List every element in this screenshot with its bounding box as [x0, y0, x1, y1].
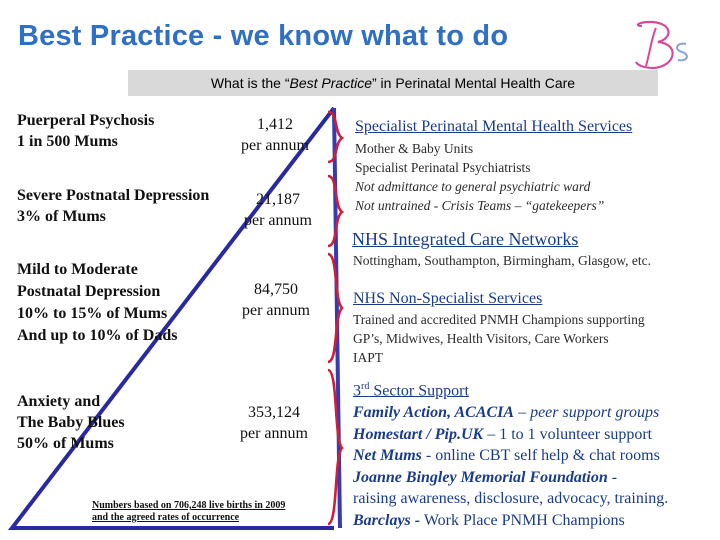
text-line: rd	[361, 381, 370, 392]
integrated-locations: Nottingham, Southampton, Birmingham, Glasgow, etc.	[353, 253, 651, 268]
text-line: Postnatal Depression	[17, 283, 161, 300]
text-line: 84,750	[254, 281, 298, 298]
text-line: -	[607, 468, 618, 486]
text-line: Family Action, ACACIA	[353, 403, 515, 421]
third-sector-row	[353, 424, 668, 446]
text-line: Mild to Moderate	[17, 261, 138, 278]
third-sector-row	[353, 488, 668, 510]
text-line: 3% of Mums	[17, 208, 106, 225]
tier-1-count	[225, 114, 325, 156]
third-sector-row	[353, 510, 668, 532]
text-line: IAPT	[353, 350, 383, 365]
text-line: – peer support groups	[514, 403, 660, 421]
text-line: per annum	[241, 137, 309, 154]
text-line: Not admittance to general psychiatric ward	[355, 179, 591, 194]
text-line: GP’s, Midwives, Health Visitors, Care Workers	[353, 331, 609, 346]
tier-1-label	[17, 110, 154, 152]
text-line: Numbers based on 706,248 live births in 2009	[92, 500, 286, 511]
text-line: Homestart / Pip.UK	[353, 425, 484, 443]
text-line: And up to 10% of Dads	[17, 327, 178, 344]
third-sector-block	[353, 376, 668, 531]
text-line: 353,124	[248, 404, 300, 421]
text-line: What is the “	[210, 75, 290, 91]
text-line: – 1 to 1 volunteer support	[483, 425, 653, 443]
text-line: 3	[353, 382, 361, 400]
text-line: Work Place PNMH Champions	[420, 511, 625, 529]
tier-2-label	[17, 185, 209, 227]
text-line: and the agreed rates of occurrence	[92, 512, 240, 523]
text-line: Sector Support	[369, 382, 469, 400]
text-line: 1,412	[257, 116, 293, 133]
non-specialist-details	[353, 310, 645, 367]
third-sector-row	[353, 402, 668, 424]
text-line: Barclays -	[353, 511, 421, 529]
integrated-heading: NHS Integrated Care Networks	[352, 229, 579, 249]
specialist-heading: Specialist Perinatal Mental Health Services	[355, 118, 633, 135]
text-line: - online CBT self help & chat rooms	[421, 447, 660, 465]
text-line: 21,187	[256, 191, 300, 208]
non-specialist-heading: NHS Non-Specialist Services	[353, 290, 543, 307]
tier-3-label	[17, 259, 177, 347]
text-line: 10% to 15% of Mums	[17, 305, 168, 322]
text-line: Anxiety and	[17, 393, 101, 410]
text-line: raising awareness, disclosure, advocacy, training.	[353, 490, 669, 508]
text-line: Trained and accredited PNMH Champions supporting	[353, 312, 645, 327]
third-sector-heading	[353, 376, 668, 402]
tier-2-count	[228, 189, 328, 231]
subtitle-emphasis: Best Practice	[289, 75, 372, 91]
tier-3-count	[226, 279, 326, 321]
text-line: per annum	[244, 212, 312, 229]
births-note	[92, 500, 285, 524]
text-line: 1 in 500 Mums	[17, 133, 118, 150]
text-line: Specialist Perinatal Psychiatrists	[355, 160, 531, 175]
tier-4-label	[17, 391, 125, 454]
third-sector-row	[353, 467, 668, 489]
text-line: ” in Perinatal Mental Health Care	[371, 75, 576, 91]
text-line: 50% of Mums	[17, 435, 114, 452]
text-line: Not untrained - Crisis Teams – “gatekeepers”	[355, 198, 605, 213]
page-title: Best Practice - we know what to do	[18, 20, 509, 52]
text-line: Mother & Baby Units	[355, 141, 474, 156]
text-line: Joanne Bingley Memorial Foundation	[353, 468, 608, 486]
text-line: per annum	[240, 425, 308, 442]
third-sector-row	[353, 445, 668, 467]
tier-4-count	[224, 402, 324, 444]
specialist-details	[355, 139, 604, 215]
text-line: The Baby Blues	[17, 414, 125, 431]
text-line: per annum	[242, 302, 310, 319]
text-line: Puerperal Psychosis	[17, 112, 155, 129]
text-line: Severe Postnatal Depression	[17, 187, 210, 204]
text-line: Net Mums	[353, 447, 422, 465]
